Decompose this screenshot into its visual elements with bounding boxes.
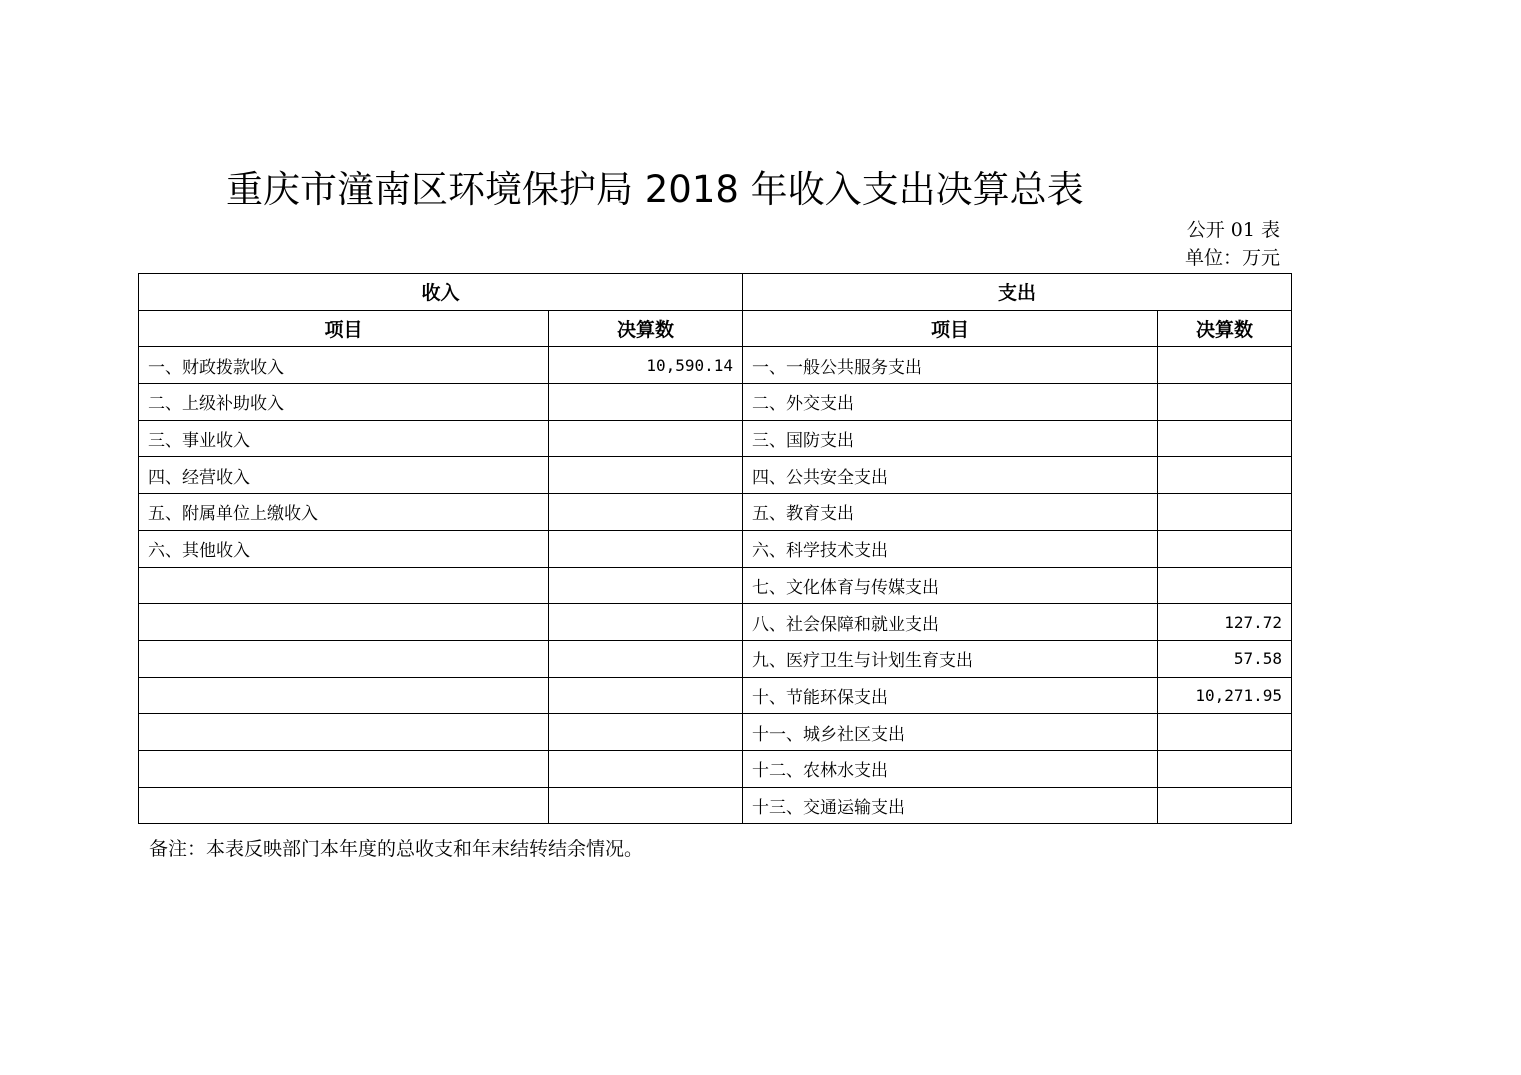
income-group-header: 收入: [139, 274, 743, 311]
expense-item-cell: 七、文化体育与传媒支出: [743, 567, 1158, 604]
table-row: [139, 677, 1292, 714]
income-amount-header: 决算数: [549, 310, 743, 347]
income-amount-cell: [549, 530, 743, 567]
income-item-header: 项目: [139, 310, 549, 347]
expense-amount-cell: [1158, 457, 1292, 494]
income-item-cell: 三、事业收入: [139, 420, 549, 457]
expense-amount-cell: 127.72: [1158, 604, 1292, 641]
footnote: 备注：本表反映部门本年度的总收支和年末结转结余情况。: [149, 838, 644, 860]
income-item-cell: [139, 787, 549, 824]
table-row: [139, 604, 1292, 641]
expense-item-cell: 十、节能环保支出: [743, 677, 1158, 714]
table-row: [139, 494, 1292, 531]
expense-item-cell: 十一、城乡社区支出: [743, 714, 1158, 751]
expense-item-cell: 八、社会保障和就业支出: [743, 604, 1158, 641]
income-amount-cell: [549, 604, 743, 641]
income-item-cell: 一、财政拨款收入: [139, 347, 549, 384]
income-amount-cell: [549, 787, 743, 824]
budget-summary-table: [138, 273, 1292, 824]
table-body: [139, 347, 1292, 824]
income-item-cell: 六、其他收入: [139, 530, 549, 567]
expense-item-cell: 九、医疗卫生与计划生育支出: [743, 640, 1158, 677]
table-row: [139, 530, 1292, 567]
expense-amount-cell: 57.58: [1158, 640, 1292, 677]
income-amount-cell: [549, 494, 743, 531]
income-item-cell: 二、上级补助收入: [139, 384, 549, 421]
income-amount-cell: [549, 567, 743, 604]
income-item-cell: [139, 604, 549, 641]
income-amount-cell: [549, 750, 743, 787]
income-amount-cell: [549, 714, 743, 751]
income-item-cell: [139, 677, 549, 714]
income-amount-cell: [549, 677, 743, 714]
expense-amount-header: 决算数: [1158, 310, 1292, 347]
group-header-row: [139, 274, 1292, 311]
table-row: [139, 750, 1292, 787]
income-amount-cell: 10,590.14: [549, 347, 743, 384]
expense-item-header: 项目: [743, 310, 1158, 347]
income-item-cell: 五、附属单位上缴收入: [139, 494, 549, 531]
table-row: [139, 457, 1292, 494]
expense-amount-cell: [1158, 530, 1292, 567]
document-title: 重庆市潼南区环境保护局 2018 年收入支出决算总表: [226, 168, 1084, 211]
table-row: [139, 787, 1292, 824]
expense-item-cell: 十二、农林水支出: [743, 750, 1158, 787]
expense-amount-cell: 10,271.95: [1158, 677, 1292, 714]
table-row: [139, 640, 1292, 677]
table-row: [139, 420, 1292, 457]
expense-amount-cell: [1158, 714, 1292, 751]
income-amount-cell: [549, 457, 743, 494]
expense-item-cell: 五、教育支出: [743, 494, 1158, 531]
expense-amount-cell: [1158, 787, 1292, 824]
income-item-cell: [139, 640, 549, 677]
expense-amount-cell: [1158, 420, 1292, 457]
expense-item-cell: 四、公共安全支出: [743, 457, 1158, 494]
table-row: [139, 714, 1292, 751]
income-item-cell: [139, 567, 549, 604]
income-item-cell: 四、经营收入: [139, 457, 549, 494]
expense-item-cell: 十三、交通运输支出: [743, 787, 1158, 824]
expense-group-header: 支出: [743, 274, 1292, 311]
table-row: [139, 567, 1292, 604]
expense-amount-cell: [1158, 567, 1292, 604]
table-row: [139, 384, 1292, 421]
expense-item-cell: 一、一般公共服务支出: [743, 347, 1158, 384]
expense-amount-cell: [1158, 384, 1292, 421]
expense-item-cell: 三、国防支出: [743, 420, 1158, 457]
column-header-row: [139, 310, 1292, 347]
expense-amount-cell: [1158, 494, 1292, 531]
expense-amount-cell: [1158, 750, 1292, 787]
income-amount-cell: [549, 640, 743, 677]
income-amount-cell: [549, 420, 743, 457]
table-row: [139, 347, 1292, 384]
expense-item-cell: 六、科学技术支出: [743, 530, 1158, 567]
table-number: 公开 01 表: [1186, 219, 1280, 241]
expense-amount-cell: [1158, 347, 1292, 384]
unit-label: 单位：万元: [1184, 247, 1280, 269]
income-item-cell: [139, 750, 549, 787]
income-amount-cell: [549, 384, 743, 421]
income-item-cell: [139, 714, 549, 751]
expense-item-cell: 二、外交支出: [743, 384, 1158, 421]
